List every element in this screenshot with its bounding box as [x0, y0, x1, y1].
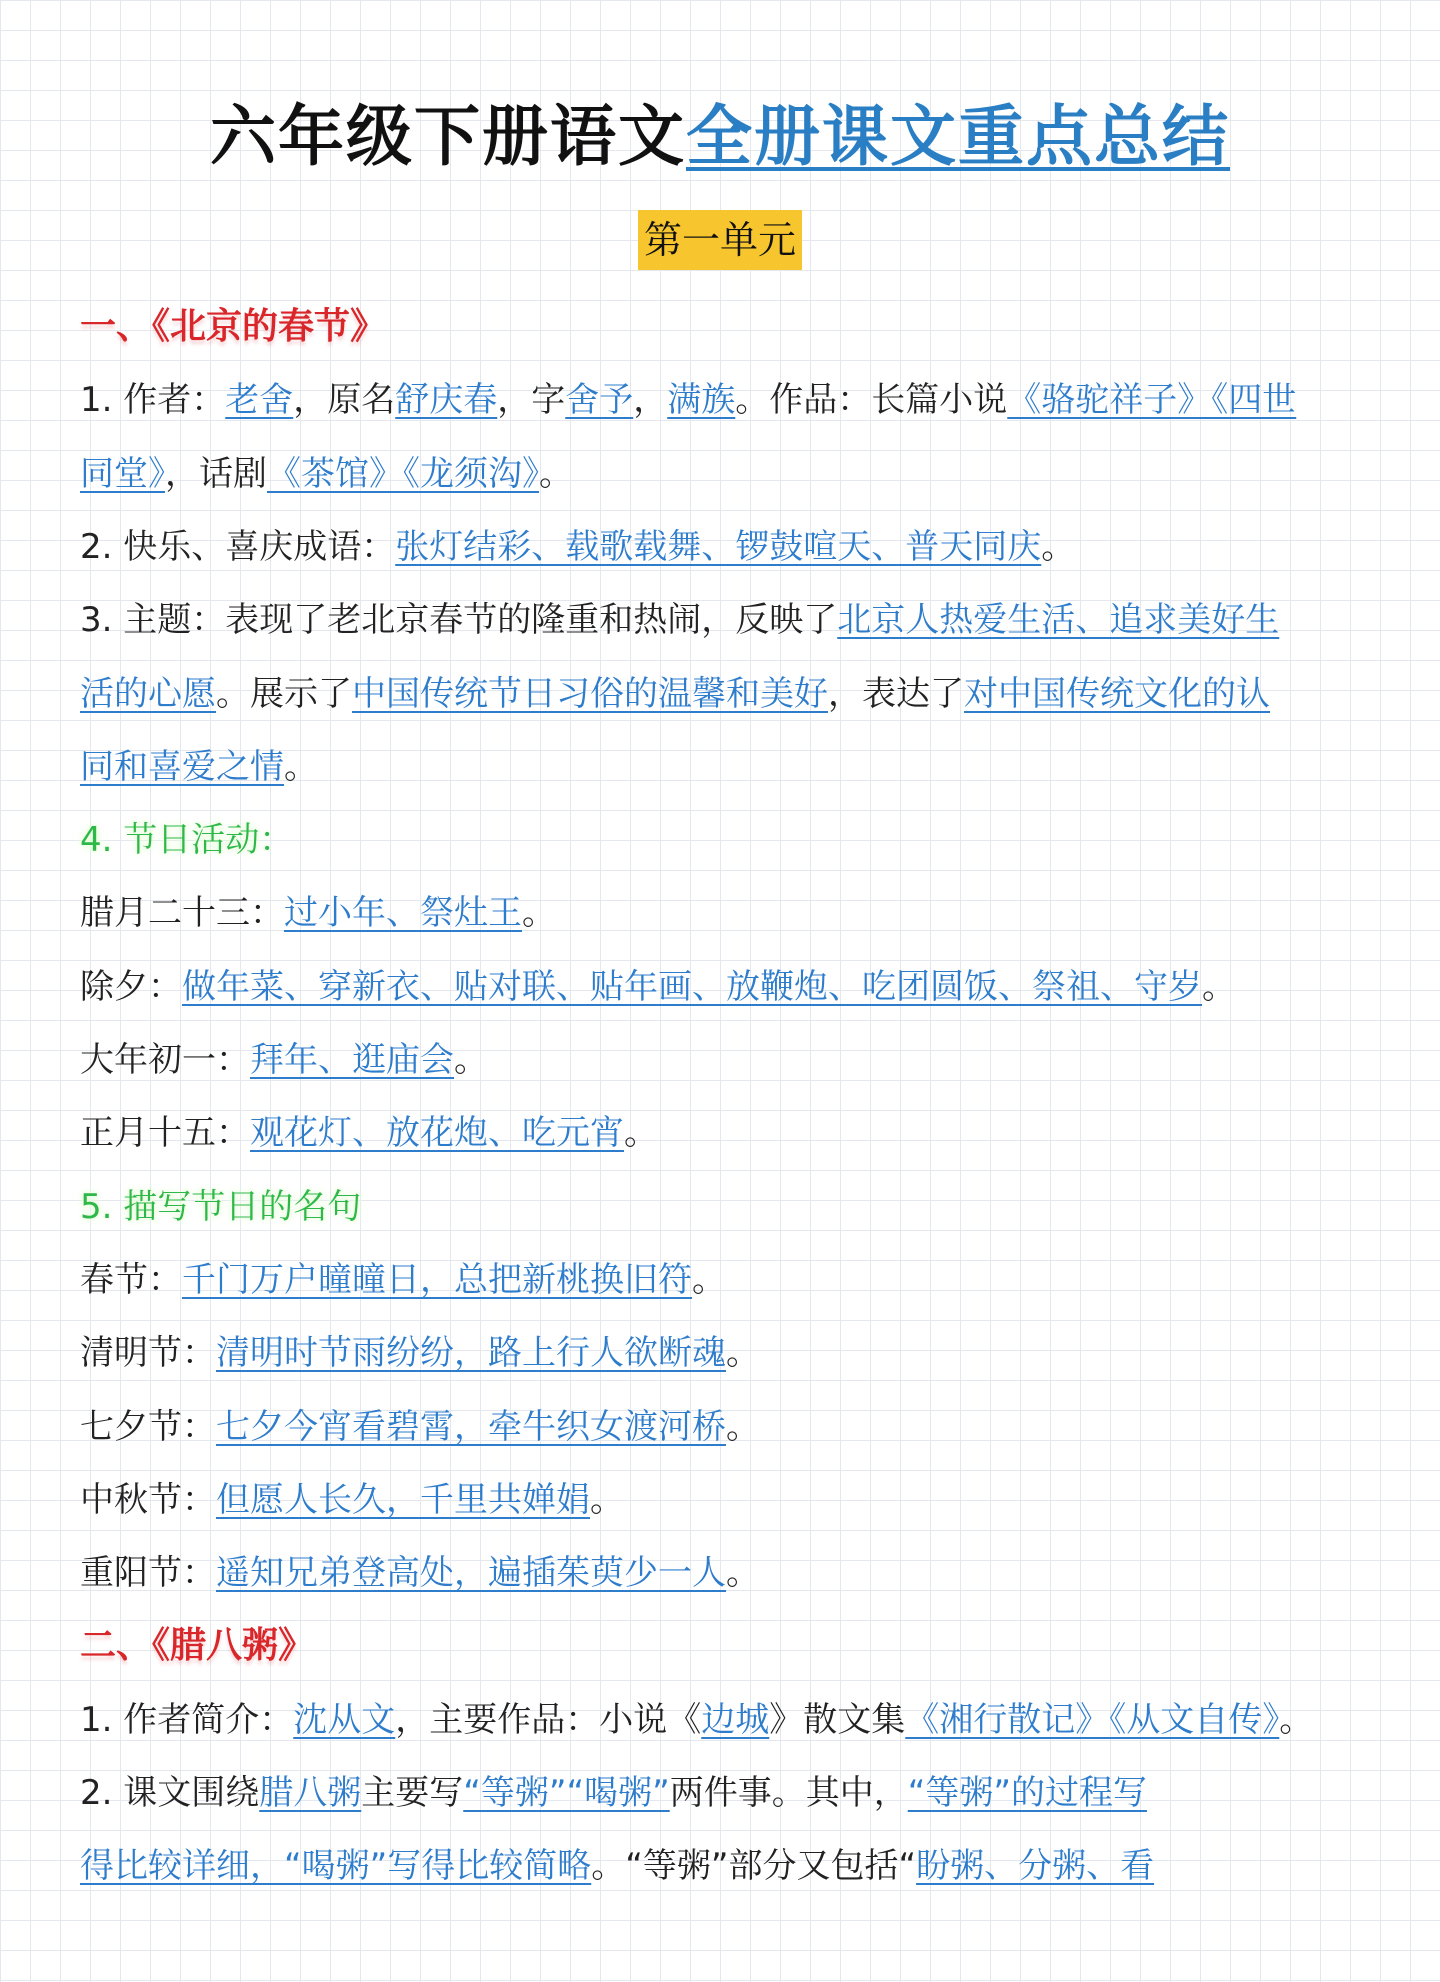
plain-text: 。 — [726, 1407, 760, 1447]
plain-text: 除夕： — [80, 967, 182, 1007]
highlighted-text: 张灯结彩、载歌载舞、锣鼓喧天、普天同庆 — [395, 527, 1042, 567]
text-line — [80, 1182, 1380, 1232]
plain-text: 七夕节： — [80, 1407, 216, 1447]
text-line — [80, 1035, 1380, 1085]
highlighted-text: 活的心愿 — [80, 674, 216, 714]
highlighted-text: “等粥”的过程写 — [907, 1773, 1147, 1813]
highlighted-text: 拜年、逛庙会 — [250, 1040, 454, 1080]
plain-text: 正月十五： — [80, 1113, 250, 1153]
plain-text: 。作品：长篇小说 — [735, 380, 1008, 420]
plain-text: 1. 作者简介： — [80, 1700, 294, 1740]
plain-text: 。“等粥”部分又包括“ — [591, 1846, 917, 1886]
highlighted-text: 观花灯、放花炮、吃元宵 — [250, 1113, 624, 1153]
highlighted-text: 《湘行散记》《从文自传》 — [905, 1700, 1280, 1740]
highlighted-text: 腊八粥 — [259, 1773, 362, 1813]
plain-text: 。 — [1041, 527, 1076, 567]
plain-text: ，原名 — [293, 380, 396, 420]
highlighted-text: 同堂》 — [80, 454, 165, 494]
plain-text: 。 — [692, 1260, 726, 1300]
highlighted-text: 千门万户曈曈日，总把新桃换旧符 — [182, 1260, 692, 1300]
highlighted-text: 《茶馆》《龙须沟》 — [267, 454, 539, 494]
highlighted-text: 做年菜、穿新衣、贴对联、贴年画、放鞭炮、吃团圆饭、祭祖、守岁 — [182, 967, 1202, 1007]
text-line — [80, 1695, 1380, 1745]
section-title: 二、《腊八粥》 — [80, 1625, 315, 1666]
plain-text: 。 — [284, 747, 318, 787]
text-line — [80, 1475, 1380, 1525]
plain-text: 3. 主题：表现了老北京春节的隆重和热闹，反映了 — [80, 600, 838, 640]
section-title: 一、《北京的春节》 — [80, 306, 387, 347]
highlighted-text: 同和喜爱之情 — [80, 747, 284, 787]
highlighted-text: “等粥”“喝粥” — [463, 1773, 670, 1813]
highlighted-text: 满族 — [667, 380, 736, 420]
highlighted-text: 中国传统节日习俗的温馨和美好 — [352, 674, 828, 714]
plain-text: 。 — [726, 1553, 760, 1593]
highlighted-text: 舒庆春 — [395, 380, 498, 420]
plain-text: 。 — [624, 1113, 658, 1153]
title-part-2: 全册课文重点总结 — [686, 98, 1230, 175]
plain-text: 。 — [454, 1040, 488, 1080]
unit-heading-wrap — [0, 210, 1440, 270]
text-line — [80, 1328, 1380, 1378]
highlighted-text: 沈从文 — [293, 1700, 396, 1740]
highlighted-text: 舍予 — [565, 380, 634, 420]
plain-text: 》散文集 — [769, 1700, 906, 1740]
highlighted-text: 七夕今宵看碧霄，牵牛织女渡河桥 — [216, 1407, 726, 1447]
plain-text: 。 — [522, 893, 556, 933]
plain-text: 大年初一： — [80, 1040, 250, 1080]
unit-heading: 第一单元 — [638, 210, 802, 270]
highlighted-text: 老舍 — [225, 380, 294, 420]
text-line — [80, 1768, 1380, 1818]
plain-text: 2. 课文围绕 — [80, 1773, 260, 1813]
highlighted-text: 《骆驼祥子》《四世 — [1007, 380, 1297, 420]
plain-text: ， — [633, 380, 668, 420]
plain-text: 主要写 — [361, 1773, 464, 1813]
subsection-title: 5. 描写节日的名句 — [80, 1187, 362, 1227]
text-line — [80, 595, 1380, 645]
plain-text: ，表达了 — [828, 674, 964, 714]
highlighted-text: 过小年、祭灶王 — [284, 893, 522, 933]
highlighted-text: 盼粥、分粥、看 — [916, 1846, 1155, 1886]
plain-text: 1. 作者： — [80, 380, 226, 420]
plain-text: ，话剧 — [165, 454, 267, 494]
plain-text: 。 — [1279, 1700, 1314, 1740]
text-line — [80, 815, 1380, 865]
section-heading — [80, 1621, 1380, 1671]
plain-text: 。 — [726, 1333, 760, 1373]
text-line — [80, 962, 1380, 1012]
text-line — [80, 449, 1380, 499]
text-line — [80, 522, 1380, 572]
section-heading — [80, 302, 1380, 352]
highlighted-text: 对中国传统文化的认 — [964, 674, 1270, 714]
highlighted-text: 遥知兄弟登高处，遍插茱萸少一人 — [216, 1553, 726, 1593]
plain-text: 春节： — [80, 1260, 182, 1300]
plain-text: 腊月二十三： — [80, 893, 284, 933]
title-part-1: 六年级下册语文 — [210, 98, 686, 175]
text-line — [80, 1548, 1380, 1598]
plain-text: 2. 快乐、喜庆成语： — [80, 527, 396, 567]
text-line — [80, 888, 1380, 938]
highlighted-text: 得比较详细，“喝粥”写得比较简略 — [80, 1846, 592, 1886]
text-line — [80, 742, 1380, 792]
highlighted-text: 但愿人长久，千里共婵娟 — [216, 1480, 590, 1520]
plain-text: 。 — [590, 1480, 624, 1520]
text-line — [80, 375, 1380, 425]
plain-text: ，字 — [497, 380, 566, 420]
plain-text: 。展示了 — [216, 674, 352, 714]
text-line — [80, 1108, 1380, 1158]
plain-text: 清明节： — [80, 1333, 216, 1373]
highlighted-text: 边城 — [701, 1700, 770, 1740]
page-title — [0, 92, 1440, 182]
text-line — [80, 1841, 1380, 1891]
plain-text: 重阳节： — [80, 1553, 216, 1593]
highlighted-text: 清明时节雨纷纷，路上行人欲断魂 — [216, 1333, 726, 1373]
text-line — [80, 669, 1380, 719]
plain-text: 两件事。其中， — [669, 1773, 908, 1813]
plain-text: 中秋节： — [80, 1480, 216, 1520]
plain-text: ，主要作品：小说《 — [395, 1700, 702, 1740]
plain-text: 。 — [539, 454, 573, 494]
plain-text: 。 — [1202, 967, 1236, 1007]
highlighted-text: 北京人热爱生活、追求美好生 — [837, 600, 1280, 640]
text-line — [80, 1255, 1380, 1305]
text-line — [80, 1402, 1380, 1452]
subsection-title: 4. 节日活动： — [80, 820, 294, 860]
